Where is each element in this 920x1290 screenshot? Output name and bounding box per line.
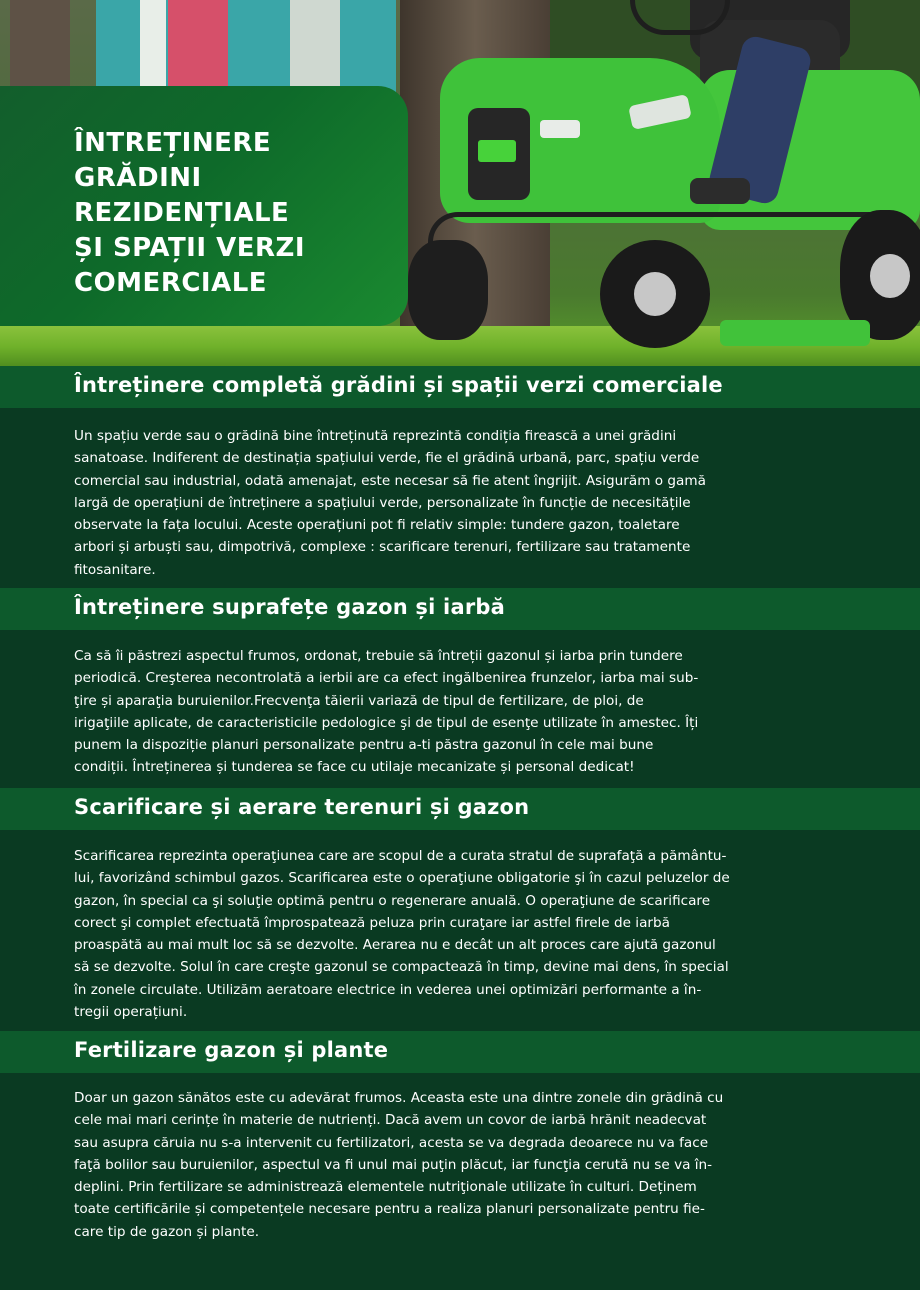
title-line: GRĂDINI: [74, 163, 202, 193]
text-line: deplini. Prin fertilizare se administrează elementele nutriţionale utilizate în culturi. Deținem: [74, 1179, 697, 1196]
title-line: ȘI SPAȚII VERZI: [74, 233, 306, 263]
page-title: [74, 126, 394, 301]
title-card: [0, 86, 408, 326]
text-line: faţă bolilor sau buruienilor, aspectul va fi unul mai puţin plăcut, iar funcţia cerută nu se va în-: [74, 1156, 713, 1173]
text-line: largă de operațiuni de întreținere a spațiului verde, personalizate în funcție de necesitățile: [74, 494, 691, 511]
section-text: [74, 645, 838, 779]
rider-shoe: [690, 178, 750, 204]
text-line: irigaţiile aplicate, de caracteristicile pedologice şi de tipul de esenţe utilizate în amestec. Îți: [74, 714, 699, 731]
mower-grille-insert: [478, 140, 516, 162]
title-line: COMERCIALE: [74, 268, 268, 298]
text-line: corect şi complet efectuată împrospatează peluza prin curaţare iar astfel firele de iarbă: [74, 914, 670, 931]
text-line: periodică. Creşterea necontrolată a ierbii are ca efect ingălbenirea frunzelor, iarba mai sub-: [74, 670, 699, 687]
text-line: arbori și arbuști sau, dimpotrivă, complexe : scarificare terenuri, fertilizare sau tratamente: [74, 539, 691, 556]
text-line: Doar un gazon sănătos este cu adevărat frumos. Aceasta este una dintre zonele din grădină cu: [74, 1090, 724, 1106]
building-door: [168, 0, 228, 86]
title-line: ÎNTREȚINERE: [74, 128, 272, 158]
text-line: observate la fața locului. Aceste operațiuni pot fi relativ simple: tundere gazon, toaletare: [74, 517, 680, 534]
mower-deck: [720, 320, 870, 346]
title-line: REZIDENȚIALE: [74, 198, 290, 228]
section-header: [0, 366, 920, 408]
mower-wheel-front: [600, 240, 710, 348]
section-header: [0, 1031, 920, 1073]
section-text: [74, 1087, 838, 1243]
text-line: Un spațiu verde sau o grădină bine întreținută reprezintă condiția firească a unei grădini: [74, 428, 677, 444]
text-line: în zonele circulate. Utilizăm aeratoare electrice in vederea unei optimizări performante a în-: [74, 981, 702, 998]
text-line: punem la dispoziție planuri personalizate pentru a-ti păstra gazonul în cele mai bune: [74, 737, 654, 754]
text-line: fitosanitare.: [74, 561, 156, 578]
text-line: toate certificările și competențele necesare pentru a realiza planuri personalizate pentru fie-: [74, 1201, 705, 1218]
text-line: cele mai mari cerințe în materie de nutrienți. Dacă avem un covor de iarbă hrănit neadecvat: [74, 1112, 707, 1129]
section-heading: Fertilizare gazon și plante: [74, 1038, 389, 1062]
section-heading: Întreținere completă grădini și spații verzi comerciale: [74, 373, 723, 397]
text-line: care tip de gazon și plante.: [74, 1223, 260, 1240]
text-line: să se dezvolte. Solul în care creşte gazonul se compactează în timp, devine mai dens, în special: [74, 959, 729, 976]
text-line: Scarificarea reprezinta operaţiunea care are scopul de a curata stratul de suprafaţă a pământu-: [74, 848, 727, 864]
text-line: tregii operațiuni.: [74, 1004, 188, 1021]
text-line: lui, favorizând schimbul gazos. Scarificarea este o operaţiune obligatorie şi în cazul peluzelor de: [74, 870, 730, 887]
text-line: Ca să îi păstrezi aspectul frumos, ordonat, trebuie să întreții gazonul și iarba prin tundere: [74, 648, 683, 664]
text-line: ţire și aparaţia buruienilor.Frecvenţa tăierii variază de tipul de fertilizare, de ploi, de: [74, 692, 644, 709]
section-header: [0, 788, 920, 830]
text-line: gazon, în special ca şi soluţie optimă pentru o regenerare anuală. O operaţiune de scarificare: [74, 892, 711, 909]
building-window: [290, 0, 340, 92]
section-header: [0, 588, 920, 630]
section-text: [74, 845, 838, 1023]
tree-trunk: [10, 0, 70, 88]
section-text: [74, 425, 838, 581]
text-line: condiții. Întreținerea și tunderea se face cu utilaje mecanizate și personal dedicat!: [74, 759, 635, 776]
text-line: sau asupra căruia nu s-a intervenit cu fertilizatori, acesta se va degrada deoarece nu va face: [74, 1134, 709, 1151]
section-heading: Întreținere suprafețe gazon și iarbă: [74, 595, 505, 619]
mower-wheel-left: [408, 240, 488, 340]
section-heading: Scarificare și aerare terenuri și gazon: [74, 795, 530, 819]
text-line: sanatoase. Indiferent de destinația spațiului verde, fie el grădină urbană, parc, spațiu verde: [74, 450, 700, 467]
mower-headlight: [540, 120, 580, 138]
text-line: comercial sau industrial, odată amenajat, este necesar să fie atent îngrijit. Asigurăm o gamă: [74, 472, 706, 489]
text-line: proaspătă au mai mult loc să se dezvolte. Aerarea nu e decât un alt proces care ajută gazonul: [74, 937, 716, 954]
